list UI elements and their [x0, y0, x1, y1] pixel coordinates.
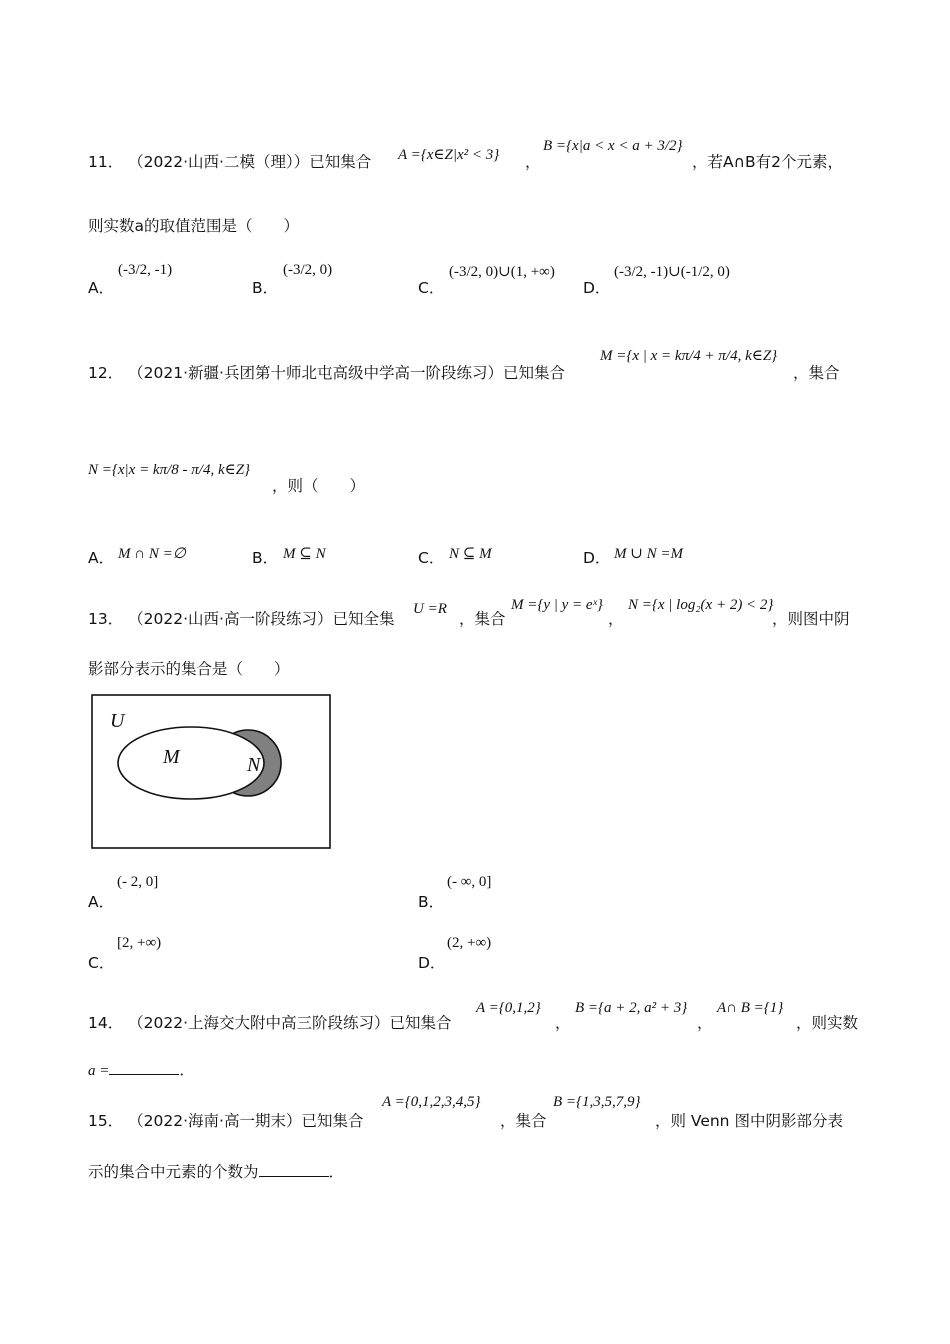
- q12-opt-d[interactable]: M ∪ N =M: [614, 546, 683, 562]
- q15-set-b: B ={1,3,5,7,9}: [553, 1094, 641, 1110]
- venn-ellipse-m: [118, 727, 264, 799]
- q14-set-b: B ={a + 2, a² + 3}: [575, 1000, 688, 1016]
- q13-set-n: N ={x | log₂(x + 2) < 2}: [628, 597, 774, 613]
- venn-label-m: M: [163, 746, 180, 768]
- q11-opt-a-label: A．: [88, 279, 115, 297]
- q12-opt-a-label: A．: [88, 549, 115, 567]
- q14-intersection: A∩ B ={1}: [717, 1000, 784, 1016]
- q12-opt-b-label: B．: [252, 549, 279, 567]
- q14-sep2: ，: [697, 1014, 713, 1032]
- q13-text2: ，集合: [459, 610, 506, 628]
- q11-line1: [88, 150, 371, 172]
- q12-opt-a[interactable]: M ∩ N =∅: [118, 546, 186, 562]
- q14-end: ．: [179, 1061, 195, 1079]
- q12-opt-c[interactable]: N ⊆ M: [449, 546, 492, 562]
- q11-opt-b[interactable]: (-3/2, 0): [283, 262, 333, 278]
- q14-set-a: A ={0,1,2}: [476, 1000, 541, 1016]
- q13-opt-d-label: D．: [418, 954, 446, 972]
- q13-source: （2022·山西·高一阶段练习）已知全集: [128, 610, 395, 628]
- q11-source: （2022·山西·二模（理））已知集合: [128, 153, 372, 171]
- q15-answer-blank[interactable]: [259, 1162, 329, 1177]
- q15-source: （2022·海南·高一期末）已知集合: [128, 1112, 364, 1130]
- q13-sep: ，: [608, 610, 624, 628]
- q13-opt-c[interactable]: [2, +∞): [117, 935, 162, 951]
- q13-opt-d[interactable]: (2, +∞): [447, 935, 492, 951]
- q11-number: 11．: [88, 153, 124, 171]
- q14-number: 14．: [88, 1014, 124, 1032]
- q15-number: 15．: [88, 1112, 124, 1130]
- q12-set-m: M ={x | x = kπ/4 + π/4, k∈Z}: [600, 348, 778, 364]
- q13-set-u: U =R: [413, 601, 447, 617]
- q13-line1: [88, 607, 394, 629]
- q15-text3: ，则 Venn 图中阴影部分表: [655, 1112, 843, 1130]
- q12-opt-d-label: D．: [583, 549, 611, 567]
- venn-diagram: [90, 693, 334, 851]
- q13-opt-a-label: A．: [88, 893, 115, 911]
- q11-opt-a[interactable]: (-3/2, -1): [118, 262, 173, 278]
- q13-opt-b-label: B．: [418, 893, 445, 911]
- q11-opt-c-label: C．: [418, 279, 445, 297]
- q12-opt-c-label: C．: [418, 549, 445, 567]
- q14-var: a =: [88, 1063, 110, 1079]
- q12-set-n: N ={x|x = kπ/8 - π/4, k∈Z}: [88, 462, 251, 478]
- q14-line1: [88, 1011, 452, 1033]
- q14-sep1: ，: [555, 1014, 571, 1032]
- q14-source: （2022·上海交大附中高三阶段练习）已知集合: [128, 1014, 452, 1032]
- q12-opt-b[interactable]: M ⊆ N: [283, 546, 326, 562]
- q15-line2-text: 示的集合中元素的个数为: [88, 1163, 259, 1181]
- q12-number: 12．: [88, 364, 124, 382]
- q14-answer-blank[interactable]: [109, 1060, 179, 1075]
- q15-line2: [88, 1160, 344, 1182]
- venn-label-n: N: [247, 754, 261, 776]
- q11-set-b: B ={x|a < x < a + 3/2}: [543, 138, 683, 154]
- q11-opt-d-label: D．: [583, 279, 611, 297]
- q13-opt-a[interactable]: (- 2, 0]: [117, 874, 159, 890]
- q11-line2: 则实数a的取值范围是（ ）: [88, 217, 299, 235]
- q11-sep: ，: [525, 153, 541, 171]
- q15-set-a: A ={0,1,2,3,4,5}: [382, 1094, 481, 1110]
- q13-opt-b[interactable]: (- ∞, 0]: [447, 874, 492, 890]
- q15-line1: [88, 1109, 363, 1131]
- q11-opt-b-label: B．: [252, 279, 279, 297]
- q11-text2: ，若A∩B有2个元素，: [692, 153, 843, 171]
- q13-line2: 影部分表示的集合是（ ）: [88, 660, 290, 678]
- q11-opt-d[interactable]: (-3/2, -1)∪(-1/2, 0): [614, 264, 730, 280]
- q13-set-m: M ={y | y = eˣ}: [511, 597, 603, 613]
- q12-text2: ，集合: [793, 364, 840, 382]
- q13-text3: ，则图中阴: [772, 610, 850, 628]
- q12-line1: [88, 361, 565, 383]
- q13-number: 13．: [88, 610, 124, 628]
- q14-text2: ，则实数: [796, 1014, 859, 1032]
- q14-line2: [88, 1058, 195, 1080]
- venn-label-u: U: [110, 710, 125, 732]
- q13-opt-c-label: C．: [88, 954, 115, 972]
- q12-source: （2021·新疆·兵团第十师北屯高级中学高一阶段练习）已知集合: [128, 364, 565, 382]
- q15-end: ．: [328, 1163, 345, 1181]
- q12-text3: ，则（ ）: [272, 477, 366, 495]
- q11-opt-c[interactable]: (-3/2, 0)∪(1, +∞): [449, 264, 555, 280]
- q15-text2: ，集合: [500, 1112, 547, 1130]
- q11-set-a: A ={x∈Z|x² < 3}: [398, 147, 500, 163]
